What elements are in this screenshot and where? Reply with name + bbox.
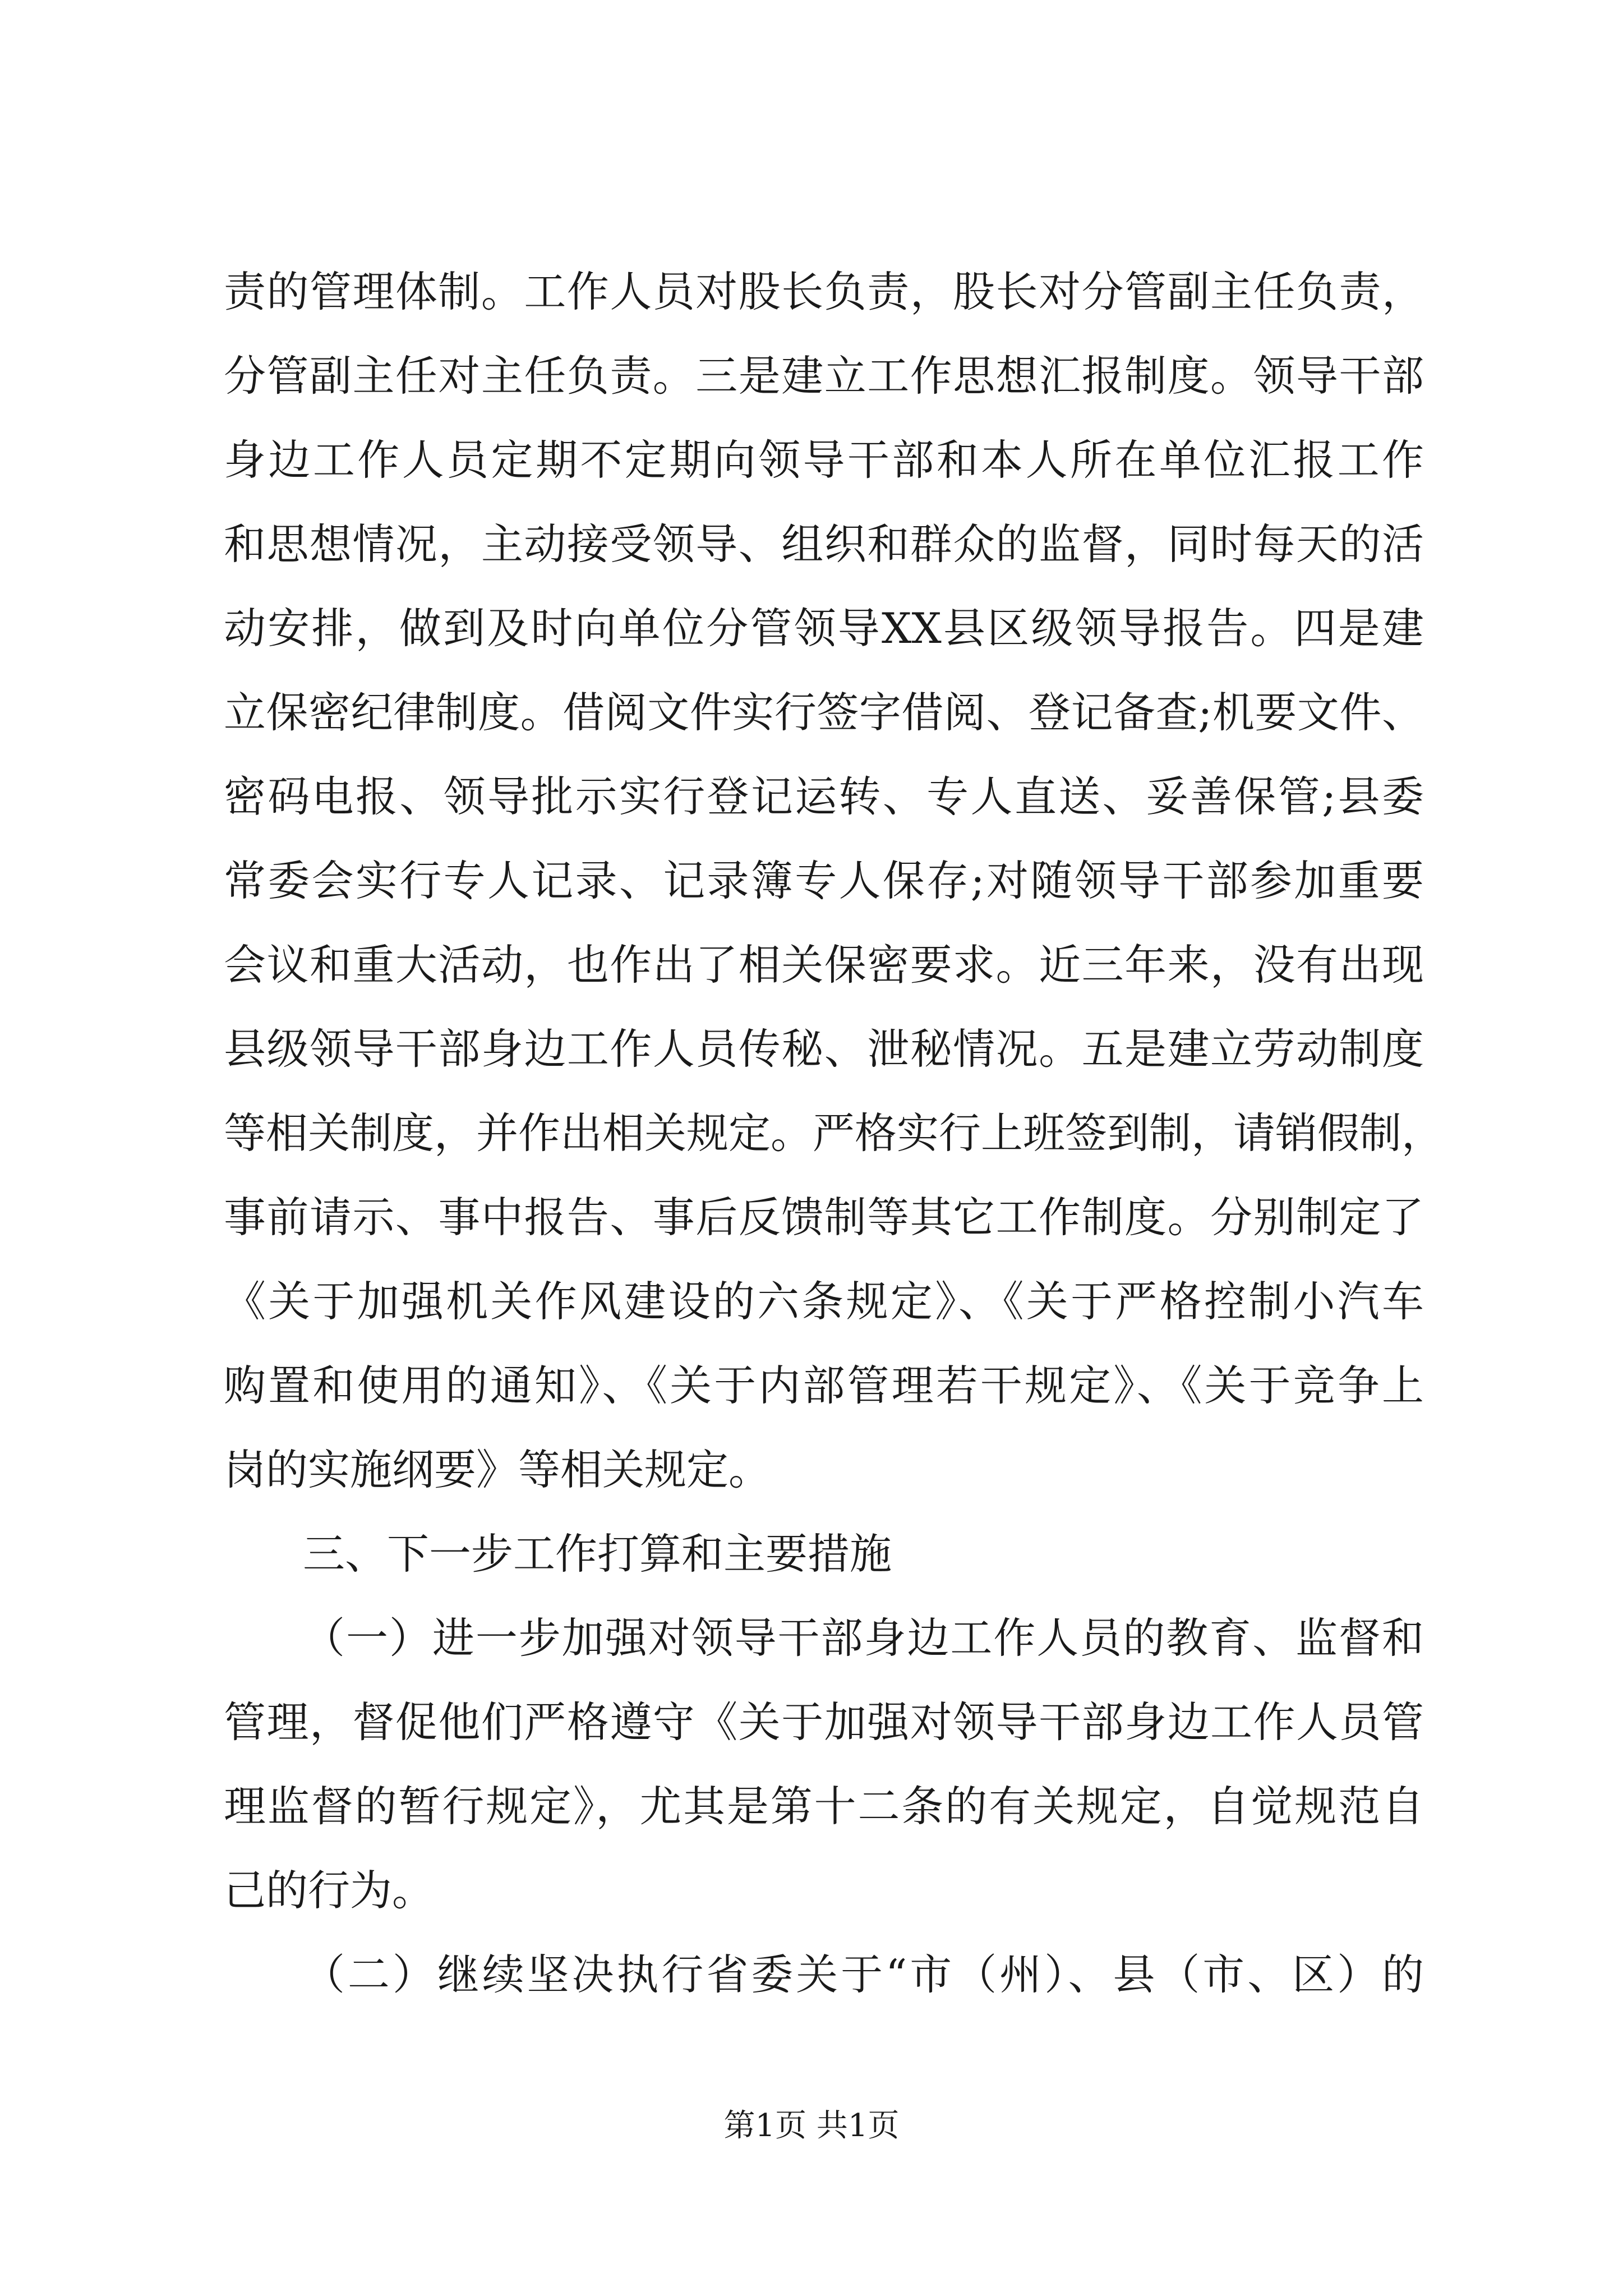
body-line: 密码电报、领导批示实行登记运转、专人直送、妥善保管;县委 xyxy=(224,772,1424,821)
body-line: 会议和重大活动，也作出了相关保密要求。近三年来，没有出现 xyxy=(224,940,1424,990)
body-line: 《关于加强机关作风建设的六条规定》、《关于严格控制小汽车 xyxy=(224,1277,1424,1326)
body-line: 事前请示、事中报告、事后反馈制等其它工作制度。分别制定了 xyxy=(224,1193,1424,1242)
body-line: 动安排，做到及时向单位分管领导XX县区级领导报告。四是建 xyxy=(224,604,1424,653)
body-line: 和思想情况，主动接受领导、组织和群众的监督，同时每天的活 xyxy=(224,519,1424,569)
body-line: 身边工作人员定期不定期向领导干部和本人所在单位汇报工作 xyxy=(224,435,1424,485)
body-line: 责的管理体制。工作人员对股长负责，股长对分管副主任负责， xyxy=(224,267,1424,316)
body-line: 县级领导干部身边工作人员传秘、泄秘情况。五是建立劳动制度 xyxy=(224,1024,1424,1074)
body-line: 岗的实施纲要》等相关规定。 xyxy=(224,1445,771,1494)
body-line: 理监督的暂行规定》，尤其是第十二条的有关规定，自觉规范自 xyxy=(224,1782,1424,1831)
body-line: （一）进一步加强对领导干部身边工作人员的教育、监督和 xyxy=(303,1613,1424,1663)
body-line: 购置和使用的通知》、《关于内部管理若干规定》、《关于竞争上 xyxy=(224,1361,1424,1410)
body-line: 立保密纪律制度。借阅文件实行签字借阅、登记备查;机要文件、 xyxy=(224,688,1424,737)
page-footer: 第1页 共1页 xyxy=(723,2108,900,2144)
section-heading: 三、下一步工作打算和主要措施 xyxy=(303,1529,892,1579)
body-line: 常委会实行专人记录、记录簿专人保存;对随领导干部参加重要 xyxy=(224,856,1424,905)
body-line: 管理，督促他们严格遵守《关于加强对领导干部身边工作人员管 xyxy=(224,1697,1424,1747)
body-line: 分管副主任对主任负责。三是建立工作思想汇报制度。领导干部 xyxy=(224,351,1424,401)
body-line: 等相关制度，并作出相关规定。严格实行上班签到制，请销假制， xyxy=(224,1108,1444,1158)
body-line: 己的行为。 xyxy=(224,1866,435,1915)
body-line: （二）继续坚决执行省委关于“市（州）、县（市、区）的 xyxy=(303,1950,1424,1999)
